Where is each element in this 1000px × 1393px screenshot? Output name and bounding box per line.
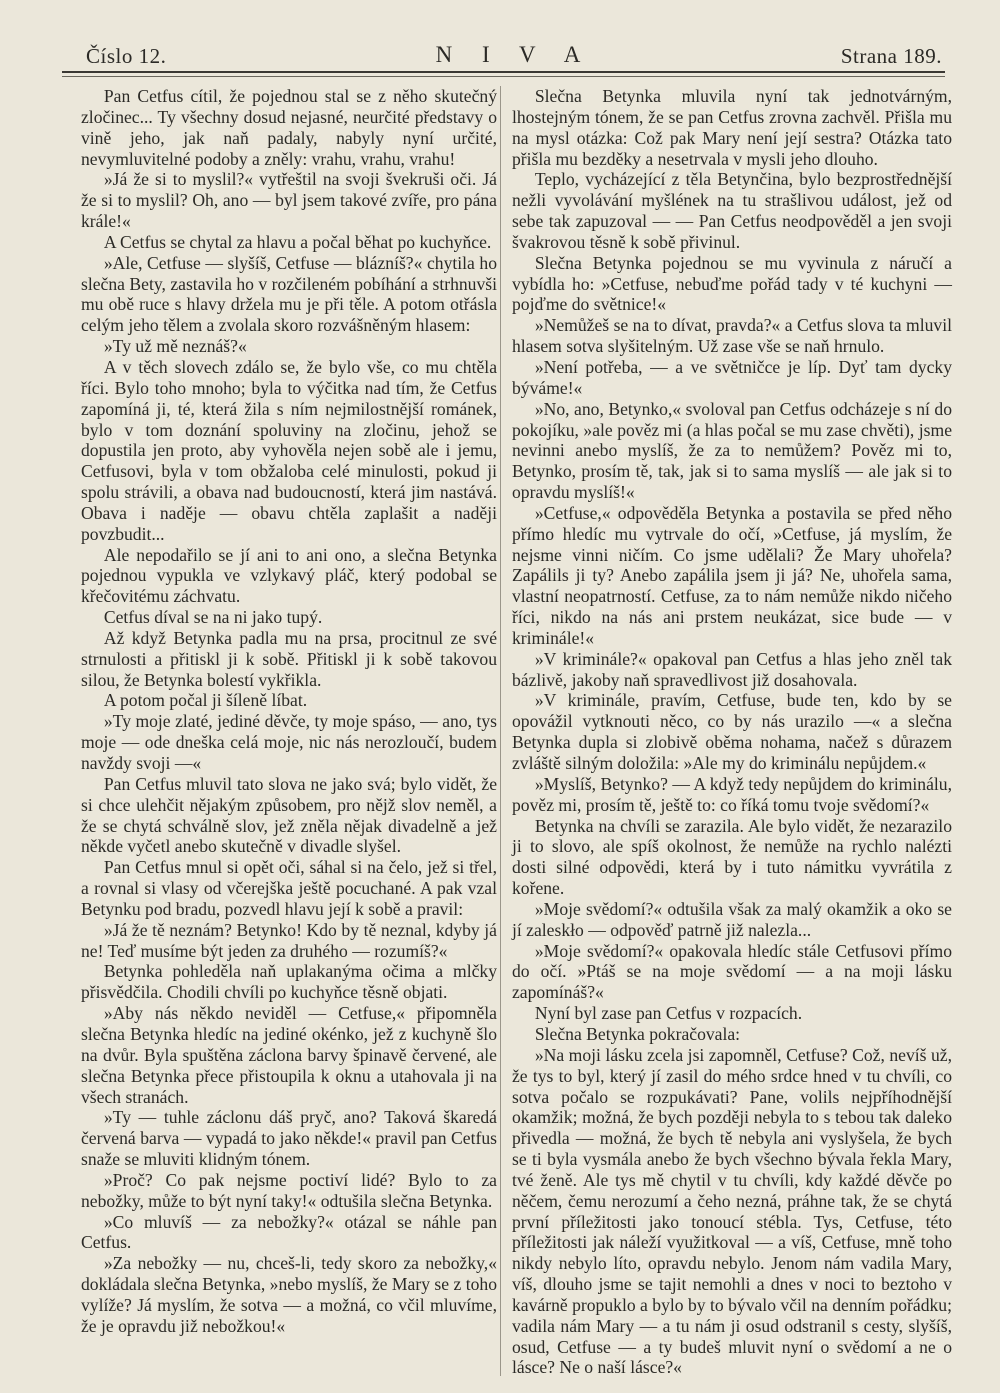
paragraph: »Co mluvíš — za nebožky?« otázal se náhle pan Cetfus. (81, 1211, 497, 1253)
paragraph: »Ty — tuhle záclonu dáš pryč, ano? Taková škaredá červená barva — vypadá to jako někde!« pravil pan Cetfus snaže se mluviti klidným tónem. (81, 1107, 497, 1170)
issue-number: Číslo 12. (86, 44, 167, 68)
paragraph: »Já že tě neznám? Betynko! Kdo by tě neznal, kdyby já ne! Teď musíme být jeden za druhého — rozumíš?« (81, 919, 497, 961)
paragraph: Teplo, vycházející z těla Betynčina, bylo bezprostřednější nežli vyvolávání myšlének na tu strašlivou událost, jež od sebe tak zapuzoval — — Pan Cetfus neodpověděl a jen svoji švakrovou těsně k sobě přivinul. (512, 169, 952, 252)
paragraph: »Ty moje zlaté, jediné děvče, ty moje spáso, — ano, tys moje — ode dneška celá moje, nic nás nerozloučí, budem navždy svoji —« (81, 711, 497, 773)
paragraph: Pan Cetfus mnul si opět oči, sáhal si na čelo, jež si třel, a rovnal si vlasy od včerejška ještě pocuchané. A pak vzal Betynku pod bradu, pozvedl hlavu její k sobě a pravil: (81, 857, 497, 919)
paragraph: »Cetfuse,« odpověděla Betynka a postavila se před něho přímo hledíc mu vytrvale do očí, »Cetfuse, já myslím, že nejsme vinni ničím. Co jsme udělali? Že Mary uhořela? Zapálils ji ty? Anebo zapálila jsem ji já? Ne, uhořela sama, vlastní neopatrností. Cetfuse, za to nám nemůže nikdo ničeho říci, nikdo na nás ani prstem neukázat, sice bude — v kriminále!« (512, 502, 952, 648)
paragraph: »No, ano, Betynko,« svoloval pan Cetfus odcházeje s ní do pokojíku, »ale pověz mi (a hlas počal se mu zase chvěti), jsme nevinni anebo myslíš, že za to nemůžem? Pověz mi to, Betynko, prosím tě, tak, jak si to sama myslíš — ale jak si to opravdu myslíš!« (512, 398, 952, 503)
paragraph: Betynka na chvíli se zarazila. Ale bylo vidět, že nezarazilo ji to slovo, ale spíš okolnost, že nemůže na rychlo nalézti dosti silné odpovědi, která by i tuto námitku vyvrátila z kořene. (512, 815, 952, 899)
paragraph: »Ty už mě neznáš?« (103, 336, 247, 357)
paragraph: A v těch slovech zdálo se, že bylo vše, co mu chtěla říci. Bylo toho mnoho; byla to výčitka nad tím, že Cetfus zapomíná ji, té, která žila s ním nejmilostnější románek, bylo v tom doznání spoluviny na zločinu, jehož se dopustila jen proto, aby vyhověla nejen sobě ale i jemu, Cetfusovi, byla v tom obžaloba celé minulosti, pokud ji spolu strávili, a obava nad budoucností, která jim nastává. Obava i naděje — obavu chtěla zaplašit a naději povzbudit... (81, 356, 497, 544)
column-divider (500, 86, 501, 1376)
page-number: Strana 189. (840, 44, 942, 68)
header-rule-thin (62, 76, 945, 77)
paragraph: »Myslíš, Betynko? — A když tedy nepůjdem do kriminálu, pověz mi, prosím tě, ještě to: co říká tomu tvoje svědomí?« (512, 773, 952, 815)
paragraph: Cetfus díval se na ni jako tupý. (103, 607, 323, 628)
header-rule-thick (62, 71, 945, 73)
paragraph: »Za nebožky — nu, chceš-li, tedy skoro za nebožky,« dokládala slečna Betynka, »nebo myslíš, že Mary se z toho vylíže? Já myslím, že sotva — a možná, co včil mluvíme, že je opravdu již nebožkou!« (81, 1253, 497, 1336)
paragraph: »Moje svědomí?« opakovala hledíc stále Cetfusovi přímo do očí. »Ptáš se na moje svědomí — a na moji lásku zapomínáš?« (512, 940, 952, 1003)
paragraph: Slečna Betynka pojednou se mu vyvinula z náručí a vybídla ho: »Cetfuse, nebuďme pořád tady v té kuchyni — pojďme do světnice!« (512, 252, 952, 315)
paragraph: »V kriminále?« opakoval pan Cetfus a hlas jeho zněl tak bázlivě, jakoby naň spravedlivost již dosahovala. (512, 648, 952, 690)
paragraph: A Cetfus se chytal za hlavu a počal běhat po kuchyňce. (103, 231, 492, 252)
paragraph: »Není potřeba, — a ve světničce je líp. Dyť tam dycky býváme!« (512, 356, 952, 398)
paragraph: A potom počal ji šíleně líbat. (103, 690, 308, 711)
paragraph: »Já že si to myslil?« vytřeštil na svoji švekruši oči. Já že si to myslil? Oh, ano — byl jsem takové zvíře, pro pána krále!« (81, 169, 497, 232)
paragraph: »Proč? Co pak nejsme poctiví lidé? Bylo to za nebožky, může to být nyní taky!« odtušila slečna Betynka. (81, 1169, 497, 1211)
paragraph: Ale nepodařilo se jí ani to ani ono, a slečna Betynka pojednou vypukla ve vzlykavý pláč, který podobal se křečovitému záchvatu. (81, 544, 497, 607)
paragraph: Pan Cetfus mluvil tato slova ne jako svá; bylo vidět, že si chce ulehčit nějakým způsobem, pro nějž slov neměl, a že se chytá schválně slov, jež zněla nějak divadelně a jež někde vyčetl anebo skutečně v divadle slyšel. (81, 773, 497, 857)
page-header (86, 38, 942, 68)
paragraph: »Nemůžeš se na to dívat, pravda?« a Cetfus slova ta mluvil hlasem sotva slyšitelným. Už zase vše se naň hrnulo. (512, 315, 952, 357)
paragraph: »V kriminále, pravím, Cetfuse, bude ten, kdo by se opovážil vytknouti něco, co by nás urazilo —« a slečna Betynka dupla si zlobivě oběma nohama, načež s důrazem zvláště silným doložila: »Ale my do kriminálu nepůjdem.« (512, 690, 952, 773)
right-text-column (512, 86, 952, 1378)
paragraph: »Moje svědomí?« odtušila však za malý okamžik a oko se jí zaleskło — odpověď patrně již nalezla... (512, 898, 952, 940)
paragraph: Až když Betynka padla mu na prsa, procitnul ze své strnulosti a přitiskl ji k sobě. Přitiskl ji k sobě takovou silou, že Betynka bolestí vykřikla. (81, 627, 497, 690)
paragraph: Betynka pohleděla naň uplakanýma očima a mlčky přisvědčila. Chodili chvíli po kuchyňce těsně objati. (81, 961, 497, 1003)
paragraph: Pan Cetfus cítil, že pojednou stal se z něho skutečný zločinec... Ty všechny dosud nejasné, neurčité představy o vině jeho, jak naň padaly, nabyly nyní určité, nevymluvitelné podoby a zněly: vrahu, vrahu, vrahu! (81, 86, 497, 169)
paragraph: »Ale, Cetfuse — slyšíš, Cetfuse — blázníš?« chytila ho slečna Bety, zastavila ho v rozčileném pobíhání a strhnuvši mu obě ruce s hlavy držela mu je při těle. A potom otřásla celým jeho tělem a zvolala skoro rozvášněným hlasem: (81, 252, 497, 336)
magazine-title: N I V A (435, 42, 593, 67)
left-text-column (81, 86, 497, 1337)
paragraph: Nyní byl zase pan Cetfus v rozpacích. (534, 1003, 803, 1024)
paragraph: »Aby nás někdo neviděl — Cetfuse,« připomněla slečna Betynka hledíc na jediné okénko, jež z kuchyně šlo na dvůr. Byla spuštěna záclona barvy špinavě červené, ale slečna Betynka přece přistoupila k oknu a utahovala ji na všech stranách. (81, 1003, 497, 1107)
paragraph: Slečna Betynka pokračovala: (534, 1023, 741, 1044)
paragraph: »Na moji lásku zcela jsi zapomněl, Cetfuse? Což, nevíš už, že tys to byl, který jí zasil do mého srdce hned v tu chvíli, co sotva počalo se rozpukávati? Pane, volils nejpříhodnější okamžik; možná, že bych později nebyla to s tebou tak daleko přivedla — možná, že bych tě nebyla ani vyslyšela, že bych se ti byla vysmála anebo že bych všechno bývala řekla Mary, tvé ženě. Ale tys mě chytil v tu chvíli, kdy každé děvče po něčem, čemu nerozumí a čeho nezná, práhne tak, že se chytá první příležitosti jako tonoucí stébla. Tys, Cetfuse, této příležitosti jak náleží využitkoval — a víš, Cetfuse, mně toho nikdy nebylo líto, opravdu nebylo. Jenom nám vadila Mary, víš, dlouho jsme se tajit nemohli a dnes v noci to beztoho v kavárně propuklo a bylo by to bývalo včil na denním pořádku; vadila nám Mary — a tu nám ji osud odstranil s cesty, slyšíš, osud, Cetfuse — a ty budeš mluvit nyní o svědomí a ne o lásce? Ne o naší lásce?« (512, 1044, 952, 1378)
paragraph: Slečna Betynka mluvila nyní tak jednotvárným, lhostejným tónem, že se pan Cetfus zrovna zachvěl. Přišla mu na mysl otázka: Což pak Mary není její sestra? Otázka tato přišla mu bezděky a nesetrvala v mysli jeho dlouho. (512, 86, 952, 169)
